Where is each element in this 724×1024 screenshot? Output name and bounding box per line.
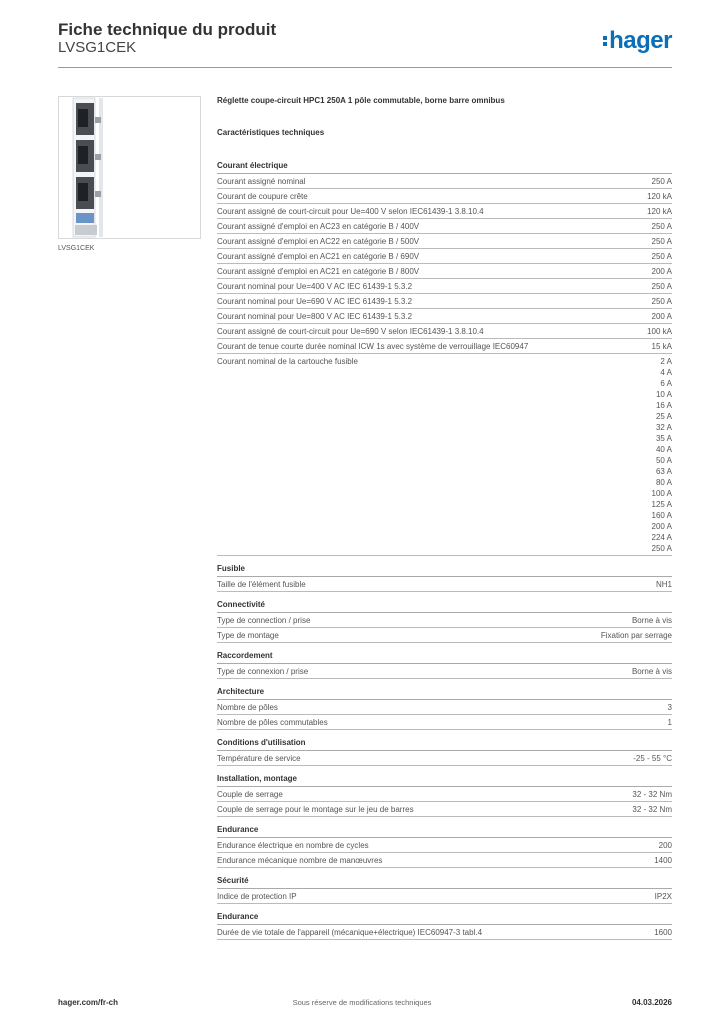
- spec-value: IP2X: [654, 892, 672, 901]
- spec-row: [217, 264, 672, 279]
- spec-row: [217, 787, 672, 802]
- spec-label: Courant assigné nominal: [217, 177, 306, 186]
- spec-label: Courant assigné d'emploi en AC23 en catégorie B / 400V: [217, 222, 420, 231]
- spec-value: 200 A: [651, 312, 672, 321]
- spec-value: NH1: [655, 580, 672, 589]
- spec-label: Type de connection / prise: [217, 616, 311, 625]
- spec-row: [217, 204, 672, 219]
- spec-row: [217, 853, 672, 868]
- image-caption: LVSG1CEK: [58, 245, 95, 252]
- spec-label: Couple de serrage: [217, 790, 283, 799]
- spec-row: [217, 174, 672, 189]
- page-title: Fiche technique du produit: [58, 20, 277, 39]
- section-heading: Courant électrique: [217, 153, 672, 174]
- spec-label: Courant assigné d'emploi en AC22 en catégorie B / 500V: [217, 237, 420, 246]
- spec-value: 250 A: [651, 282, 672, 291]
- spec-value: 120 kA: [647, 207, 672, 216]
- spec-value-item: 80 A: [655, 478, 672, 487]
- spec-value: Borne à vis: [631, 616, 672, 625]
- spec-row: [217, 354, 672, 556]
- spec-sections: [217, 153, 672, 940]
- spec-label: Endurance mécanique nombre de manœuvres: [217, 856, 383, 865]
- spec-row: [217, 715, 672, 730]
- spec-value-item: 160 A: [651, 511, 672, 520]
- spec-label: Durée de vie totale de l'appareil (mécanique+électrique) IEC60947-3 tabl.4: [217, 928, 483, 937]
- spec-value-item: 63 A: [655, 467, 672, 476]
- spec-value-item: 250 A: [651, 544, 672, 553]
- spec-value: 200 A: [651, 267, 672, 276]
- spec-label: Courant assigné d'emploi en AC21 en catégorie B / 800V: [217, 267, 420, 276]
- spec-label: Courant assigné de court-circuit pour Ue=690 V selon IEC61439-1 3.8.10.4: [217, 327, 484, 336]
- spec-label: Courant assigné de court-circuit pour Ue=400 V selon IEC61439-1 3.8.10.4: [217, 207, 484, 216]
- spec-label: Taille de l'élément fusible: [217, 580, 306, 589]
- spec-label: Courant de coupure crête: [217, 192, 308, 201]
- spec-row: [217, 339, 672, 354]
- section-heading: Conditions d'utilisation: [217, 730, 672, 751]
- spec-row: [217, 294, 672, 309]
- spec-value-item: 125 A: [651, 500, 672, 509]
- spec-label: Température de service: [217, 754, 301, 763]
- spec-value: 3: [667, 703, 672, 712]
- spec-value-item: 4 A: [660, 368, 672, 377]
- spec-value-item: 6 A: [660, 379, 672, 388]
- spec-value: 250 A: [651, 297, 672, 306]
- product-reference: LVSG1CEK: [58, 39, 137, 56]
- footer-date: 04.03.2026: [631, 998, 672, 1007]
- spec-value: 250 A: [651, 237, 672, 246]
- spec-value: 200: [658, 841, 672, 850]
- spec-value-item: 200 A: [651, 522, 672, 531]
- spec-value: 1600: [654, 928, 672, 937]
- spec-value: 1: [667, 718, 672, 727]
- footer-website: hager.com/fr-ch: [58, 998, 119, 1007]
- spec-row: [217, 838, 672, 853]
- spec-row: [217, 324, 672, 339]
- spec-value: -25 - 55 °C: [633, 754, 672, 763]
- spec-value: 250 A: [651, 222, 672, 231]
- spec-row: [217, 628, 672, 643]
- spec-label: Nombre de pôles commutables: [217, 718, 328, 727]
- spec-value-item: 40 A: [655, 445, 672, 454]
- spec-value: 250 A: [651, 252, 672, 261]
- spec-label: Endurance électrique en nombre de cycles: [217, 841, 369, 850]
- spec-row: [217, 234, 672, 249]
- spec-value: 120 kA: [647, 192, 672, 201]
- spec-label: Type de montage: [217, 631, 279, 640]
- spec-value: 100 kA: [647, 327, 672, 336]
- spec-row: [217, 925, 672, 940]
- spec-value: [652, 356, 672, 554]
- brand-name: hager: [609, 27, 672, 54]
- spec-row: [217, 802, 672, 817]
- spec-label: Courant de tenue courte durée nominal ICW 1s avec système de verrouillage IEC60947: [217, 342, 529, 351]
- section-heading: Endurance: [217, 904, 672, 925]
- spec-row: [217, 309, 672, 324]
- spec-value: 32 - 32 Nm: [632, 790, 672, 799]
- spec-value-item: 224 A: [651, 533, 672, 542]
- spec-label: Nombre de pôles: [217, 703, 278, 712]
- tech-heading: Caractéristiques techniques: [217, 128, 325, 137]
- spec-row: [217, 249, 672, 264]
- spec-value: 1400: [654, 856, 672, 865]
- spec-content: [217, 96, 672, 940]
- section-heading: Installation, montage: [217, 766, 672, 787]
- spec-row: [217, 577, 672, 592]
- spec-label: Courant nominal de la cartouche fusible: [217, 357, 358, 366]
- spec-label: Courant nominal pour Ue=400 V AC IEC 61439-1 5.3.2: [217, 282, 413, 291]
- section-heading: Connectivité: [217, 592, 672, 613]
- spec-row: [217, 664, 672, 679]
- spec-value: Borne à vis: [631, 667, 672, 676]
- section-heading: Raccordement: [217, 643, 672, 664]
- spec-row: [217, 219, 672, 234]
- spec-row: [217, 613, 672, 628]
- product-description: Réglette coupe-circuit HPC1 250A 1 pôle commutable, borne barre omnibus: [217, 96, 505, 105]
- spec-row: [217, 889, 672, 904]
- spec-value: 32 - 32 Nm: [632, 805, 672, 814]
- fuse-switch-image: [59, 97, 200, 238]
- section-heading: Sécurité: [217, 868, 672, 889]
- product-image: [58, 96, 201, 239]
- footer-notice: Sous réserve de modifications techniques: [292, 998, 432, 1007]
- section-heading: Fusible: [217, 556, 672, 577]
- spec-label: Type de connexion / prise: [217, 667, 309, 676]
- spec-value-item: 2 A: [660, 357, 672, 366]
- section-heading: Endurance: [217, 817, 672, 838]
- section-heading: Architecture: [217, 679, 672, 700]
- spec-value-item: 50 A: [655, 456, 672, 465]
- header-divider: [58, 67, 672, 68]
- spec-label: Couple de serrage pour le montage sur le jeu de barres: [217, 805, 414, 814]
- spec-value-item: 35 A: [655, 434, 672, 443]
- spec-value: Fixation par serrage: [600, 631, 672, 640]
- spec-value-item: 100 A: [651, 489, 672, 498]
- hager-logo: [603, 26, 672, 56]
- spec-value-item: 25 A: [655, 412, 672, 421]
- spec-value-item: 16 A: [655, 401, 672, 410]
- spec-label: Indice de protection IP: [217, 892, 297, 901]
- spec-value-item: 32 A: [655, 423, 672, 432]
- spec-row: [217, 751, 672, 766]
- spec-row: [217, 279, 672, 294]
- spec-label: Courant nominal pour Ue=690 V AC IEC 61439-1 5.3.2: [217, 297, 413, 306]
- spec-row: [217, 700, 672, 715]
- spec-value: 15 kA: [651, 342, 672, 351]
- spec-label: Courant nominal pour Ue=800 V AC IEC 61439-1 5.3.2: [217, 312, 413, 321]
- spec-row: [217, 189, 672, 204]
- logo-dots-icon: [603, 34, 607, 48]
- spec-label: Courant assigné d'emploi en AC21 en catégorie B / 690V: [217, 252, 420, 261]
- spec-value-item: 10 A: [655, 390, 672, 399]
- spec-value: 250 A: [651, 177, 672, 186]
